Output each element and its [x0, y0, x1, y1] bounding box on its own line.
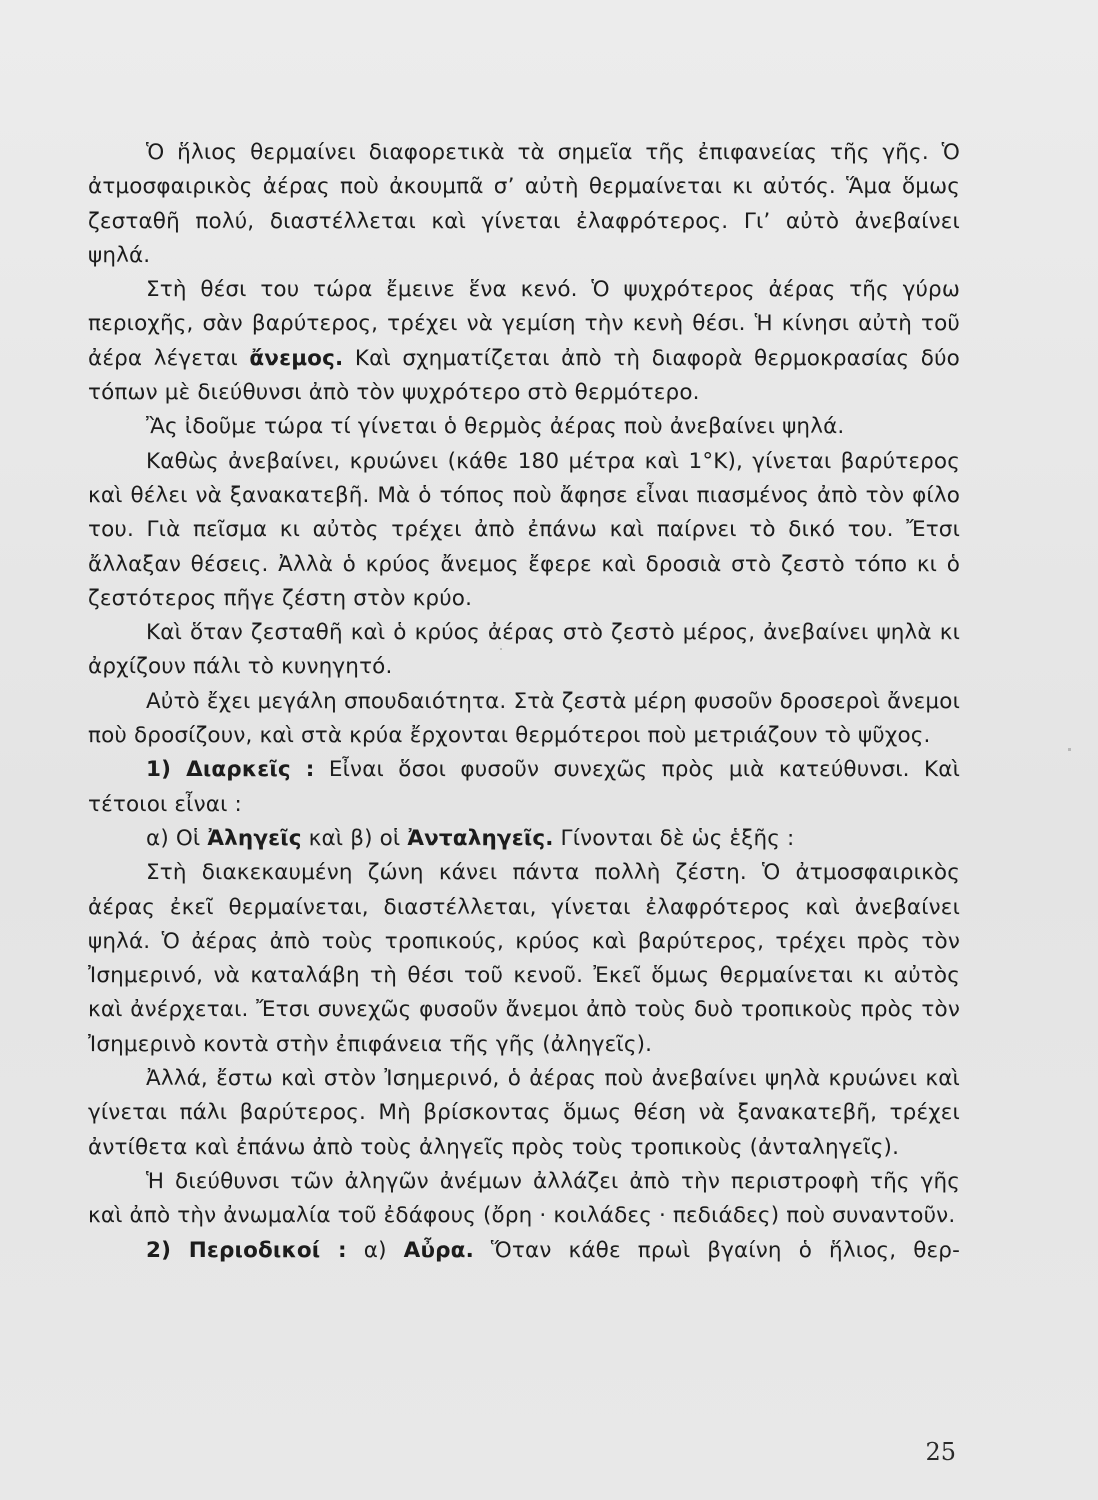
bold-term: Αὖρα. [403, 1237, 474, 1263]
scan-mark [1068, 748, 1071, 751]
text-run: Στὴ θέσι του τώρα ἔμεινε ἕνα κενό. Ὁ ψυχρότερος ἀέρας τῆς γύρω περιοχῆς, σὰν βαρύτερος, τρέχει νὰ γεμίση τὴν κενὴ θέσι. Ἡ κίνησι αὐτὴ τοῦ ἀέρα λέγεται [88, 277, 960, 371]
paragraph [88, 616, 960, 685]
text-run: καὶ β) οἱ [301, 825, 408, 851]
text-run: Αὐτὸ ἔχει μεγάλη σπουδαιότητα. Στὰ ζεστὰ μέρη φυσοῦν δροσεροὶ ἄνεμοι ποὺ δροσίζουν, καὶ στὰ κρύα ἔρχονται θερμότεροι ποὺ μετριάζουν τὸ ψῦχος. [88, 688, 960, 749]
text-run: Καὶ σχηματίζεται ἀπὸ τὴ διαφορὰ θερμοκρασίας δύο τόπων μὲ διεύθυνσι ἀπὸ τὸν ψυχρότερο στὸ θερμότερο. [88, 345, 960, 406]
bold-term: 2) Περιοδικοί : [146, 1237, 347, 1263]
text-run: Στὴ διακεκαυμένη ζώνη κάνει πάντα πολλὴ ζέστη. Ὁ ἀτμοσφαιρικὸς ἀέρας ἐκεῖ θερμαίνεται, διαστέλλεται, γίνεται ἐλαφρότερος καὶ ἀνεβαίνει ψηλά. Ὁ ἀέρας ἀπὸ τοὺς τροπικούς, κρύος καὶ βαρύτερος, τρέχει πρὸς τὸν Ἰσημερινό, νὰ καταλάβη τὴ θέσι τοῦ κενοῦ. Ἐκεῖ ὅμως θερμαίνεται κι αὐτὸς καὶ ἀνέρχεται. Ἔτσι συνεχῶς φυσοῦν ἄνεμοι ἀπὸ τοὺς δυὸ τροπικοὺς πρὸς τὸν Ἰσημερινὸ κοντὰ στὴν ἐπιφάνεια τῆς γῆς (ἀληγεῖς). [88, 860, 960, 1057]
paragraph [88, 273, 960, 410]
paragraph [88, 410, 960, 444]
text-run: Καὶ ὅταν ζεσταθῆ καὶ ὁ κρύος ἀέρας στὸ ζεστὸ μέρος, ἀνεβαίνει ψηλὰ κι ἀρχίζουν πάλι τὸ κυνηγητό. [88, 620, 960, 680]
body-text [88, 136, 960, 1268]
bold-term: Ἀληγεῖς [207, 825, 302, 851]
text-run: Ἂς ἰδοῦμε τώρα τί γίνεται ὁ θερμὸς ἀέρας ποὺ ἀνεβαίνει ψηλά. [146, 414, 845, 440]
text-run: Ἀλλά, ἔστω καὶ στὸν Ἰσημερινό, ὁ ἀέρας ποὺ ἀνεβαίνει ψηλὰ κρυώνει καὶ γίνεται πάλι βαρύτερος. Μὴ βρίσκοντας ὅμως θέση νὰ ξανακατεβῆ, τρέχει ἀντίθετα καὶ ἐπάνω ἀπὸ τοὺς ἀληγεῖς πρὸς τοὺς τροπικοὺς (ἀνταληγεῖς). [88, 1066, 960, 1160]
bold-term: Ἀνταληγεῖς. [407, 825, 554, 851]
text-run: Ὁ ἥλιος θερμαίνει διαφορετικὰ τὰ σημεῖα τῆς ἐπιφανείας τῆς γῆς. Ὁ ἀτμοσφαιρικὸς ἀέρας ποὺ ἀκουμπᾶ σ’ αὐτὴ θερμαίνεται κι αὐτός. Ἅμα ὅμως ζεσταθῆ πολύ, διαστέλλεται καὶ γίνεται ἐλαφρότερος. Γι’ αὐτὸ ἀνεβαίνει ψηλά. [88, 140, 960, 268]
paragraph [88, 1165, 960, 1234]
scan-mark [500, 648, 502, 650]
paragraph [88, 822, 960, 856]
bold-term: 1) Διαρκεῖς : [146, 757, 315, 783]
page-number: 25 [925, 1438, 956, 1466]
paragraph [88, 856, 960, 1062]
paragraph [88, 685, 960, 754]
paragraph [88, 445, 960, 616]
paragraph [88, 136, 960, 273]
bold-term: ἄνεμος. [249, 345, 344, 371]
text-run: Ἡ διεύθυνσι τῶν ἀληγῶν ἀνέμων ἀλλάζει ἀπὸ τὴν περιστροφὴ τῆς γῆς καὶ ἀπὸ τὴν ἀνωμαλία τοῦ ἐδάφους (ὄρη · κοιλάδες · πεδιάδες) ποὺ συναντοῦν. [88, 1168, 960, 1229]
text-run: Εἶναι ὅσοι φυσοῦν συνεχῶς πρὸς μιὰ κατεύθυνσι. Καὶ τέτοιοι εἶναι : [88, 757, 960, 817]
text-run: Καθὼς ἀνεβαίνει, κρυώνει (κάθε 180 μέτρα καὶ 1°Κ), γίνεται βαρύτερος καὶ θέλει νὰ ξανακατεβῆ. Μὰ ὁ τόπος ποὺ ἄφησε εἶναι πιασμένος ἀπὸ τὸν φίλο του. Γιὰ πεῖσμα κι αὐτὸς τρέχει ἀπὸ ἐπάνω καὶ παίρνει τὸ δικό του. Ἔτσι ἄλλαξαν θέσεις. Ἀλλὰ ὁ κρύος ἄνεμος ἔφερε καὶ δροσιὰ στὸ ζεστὸ τόπο κι ὁ ζεστότερος πῆγε ζέστη στὸν κρύο. [88, 448, 960, 611]
paragraph [88, 1062, 960, 1165]
text-run: α) Οἱ [146, 825, 208, 851]
text-run: Ὅταν κάθε πρωὶ βγαίνη ὁ ἥλιος, θερ- [473, 1237, 960, 1263]
paragraph [88, 1234, 960, 1268]
text-run: Γίνονται δὲ ὡς ἑξῆς : [553, 825, 795, 851]
paragraph [88, 753, 960, 822]
text-run: α) [346, 1237, 404, 1263]
